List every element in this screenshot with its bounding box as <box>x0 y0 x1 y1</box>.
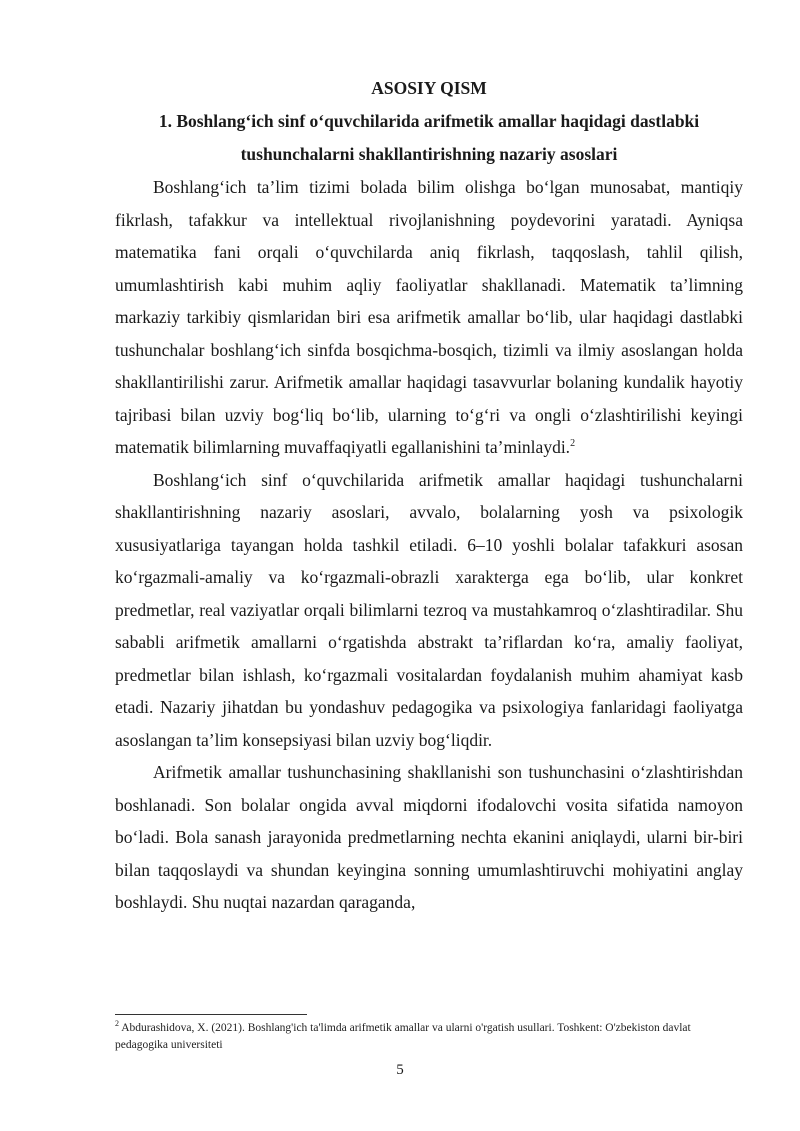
paragraph-2 <box>115 464 743 757</box>
main-section-heading: ASOSIY QISM <box>371 78 487 98</box>
paragraph-1-text: Boshlang‘ich ta’lim tizimi bolada bilim olishga bo‘lgan munosabat, mantiqiy fikrlash, tafakkur va intellektual rivojlanishning poydevorini yaratadi. Ayniqsa matematika fani orqali o‘quvchilarda aniq fikrlash, taqqoslash, tahlil qilish, umumlashtirish kabi muhim aqliy faoliyatlar shakllanadi. Matematik ta’limning markaziy tarkibiy qismlaridan biri esa arifmetik amallar bo‘lib, ular haqidagi dastlabki tushunchalar boshlang‘ich sinfda bosqichma-bosqich, tizimli va ilmiy asoslangan holda shakllantirilishi zarur. Arifmetik amallar haqidagi tasavvurlar bolaning kundalik hayotiy tajribasi bilan uzviy bog‘liq bo‘lib, ularning to‘g‘ri va ongli o‘zlashtirilishi keyingi matematik bilimlarning muvaffaqiyatli egallanishini ta’minlaydi. <box>115 177 743 457</box>
paragraph-3 <box>115 756 743 919</box>
page-body <box>115 72 743 919</box>
paragraph-3-text: Arifmetik amallar tushunchasining shakllanishi son tushunchasini o‘zlashtirishdan boshlanadi. Son bolalar ongida avval miqdorni ifodalovchi vosita sifatida namoyon bo‘ladi. Bola sanash jarayonida predmetlarning nechta ekanini aniqlaydi, ularni bir-biri bilan taqqoslaydi va shundan keyingina sonning umumlashtiruvchi mohiyatini anglay boshlaydi. Shu nuqtai nazardan qaraganda, <box>115 762 743 912</box>
footnote <box>115 1020 743 1054</box>
paragraph-2-text: Boshlang‘ich sinf o‘quvchilarida arifmetik amallar haqidagi tushunchalarni shakllantirishning nazariy asoslari, avvalo, bolalarning yosh va psixologik xususiyatlariga tayangan holda tashkil etiladi. 6–10 yoshli bolalar tafakkuri asosan ko‘rgazmali-amaliy va ko‘rgazmali-obrazli xarakterga ega bo‘lib, ular konkret predmetlar, real vaziyatlar orqali bilimlarni tezroq va mustahkamroq o‘zlashtiradilar. Shu sababli arifmetik amallarni o‘rgatishda abstrakt ta’riflardan ko‘ra, amaliy faoliyat, predmetlar bilan ishlash, ko‘rgazmali vositalardan foydalanish muhim ahamiyat kasb etadi. Nazariy jihatdan bu yondashuv pedagogika va psixologiya fanlaridagi faoliyatga asoslangan ta’lim konsepsiyasi bilan uzviy bog‘liqdir. <box>115 469 743 750</box>
footnote-separator <box>115 1014 307 1015</box>
section-title: 1. Boshlang‘ich sinf o‘quvchilarida arifmetik amallar haqidagi dastlabki tushunchalarni shakllantirishning nazariy asoslari <box>158 111 700 164</box>
footnote-text: Abdurashidova, X. (2021). Boshlang'ich ta'limda arifmetik amallar va ularni o'rgatish usullari. Toshkent: O'zbekiston davlat pedagogika universiteti <box>115 1022 691 1051</box>
footnote-number: 2 <box>115 1019 119 1029</box>
paragraph-1 <box>115 171 743 464</box>
page-number: 5 <box>396 1062 404 1078</box>
footnote-reference[interactable]: 2 <box>570 438 576 450</box>
